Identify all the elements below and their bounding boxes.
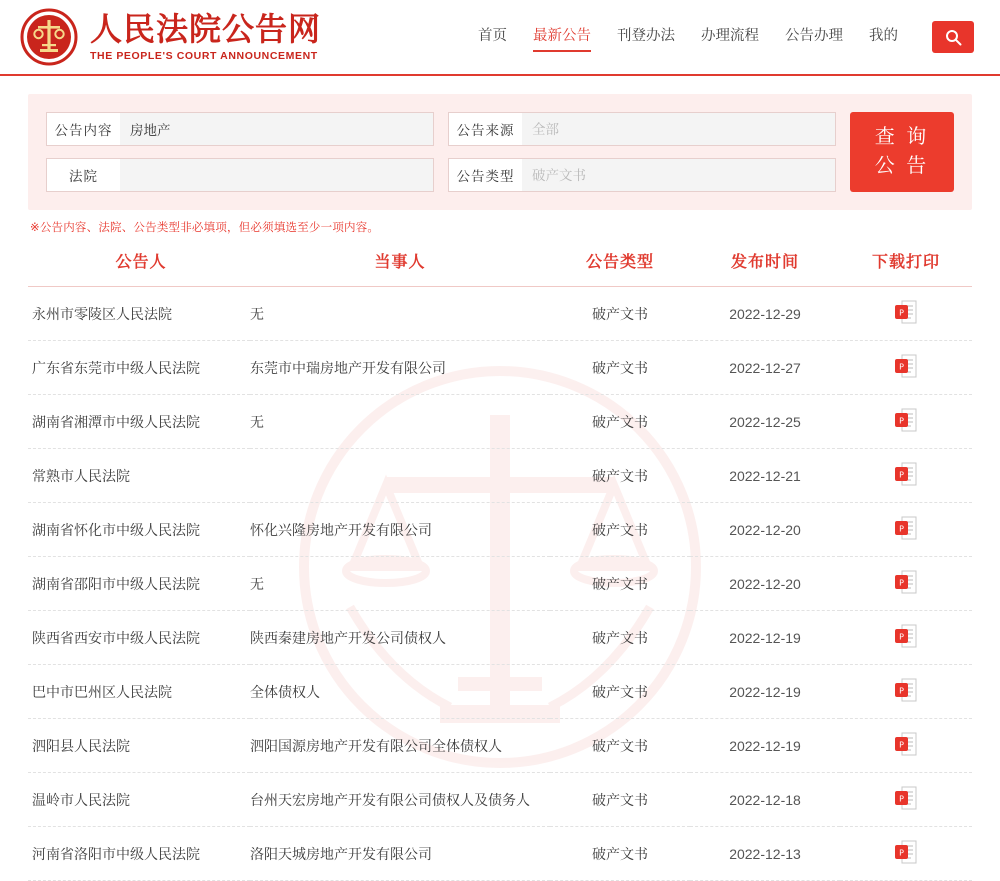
nav-item-latest-announcements[interactable]: 最新公告: [533, 24, 591, 51]
cell-download: [840, 773, 972, 827]
cell-type: 破产文书: [550, 449, 690, 503]
cell-date: 2022-12-21: [690, 449, 840, 503]
search-hint-text: ※公告内容、法院、公告类型非必填项，但必须填选至少一项内容。: [30, 222, 380, 234]
pdf-file-icon[interactable]: [895, 840, 917, 864]
table-row[interactable]: [28, 827, 972, 881]
svg-text:P: P: [899, 848, 904, 858]
pdf-file-icon[interactable]: [895, 732, 917, 756]
cell-announcer: 温岭市人民法院: [28, 773, 250, 827]
nav-item-process[interactable]: 办理流程: [701, 27, 759, 44]
cell-party: 无: [250, 557, 550, 611]
cell-download: [840, 827, 972, 881]
cell-date: 2022-12-13: [690, 827, 840, 881]
cell-announcer: 湖南省邵阳市中级人民法院: [28, 557, 250, 611]
column-header-type: 公告类型: [550, 237, 690, 287]
svg-text:P: P: [899, 524, 904, 534]
pdf-file-icon[interactable]: [895, 678, 917, 702]
cell-download: [840, 611, 972, 665]
pdf-file-icon[interactable]: [895, 462, 917, 486]
svg-text:P: P: [899, 362, 904, 372]
label-announcement-type: 公告类型: [448, 158, 522, 192]
cell-type: 破产文书: [550, 719, 690, 773]
svg-text:P: P: [899, 470, 904, 480]
cell-party: 无: [250, 287, 550, 341]
input-announcement-source[interactable]: [522, 112, 836, 146]
svg-text:P: P: [899, 632, 904, 642]
cell-download: [840, 557, 972, 611]
cell-type: 破产文书: [550, 665, 690, 719]
cell-announcer: 湖南省怀化市中级人民法院: [28, 503, 250, 557]
label-announcement-content: 公告内容: [46, 112, 120, 146]
input-announcement-type[interactable]: [522, 158, 836, 192]
column-header-announcer: 公告人: [28, 237, 250, 287]
cell-party: 泗阳国源房地产开发有限公司全体债权人: [250, 719, 550, 773]
field-court: [46, 158, 434, 192]
cell-download: [840, 395, 972, 449]
search-icon[interactable]: [932, 21, 974, 53]
label-court: 法院: [46, 158, 120, 192]
cell-date: 2022-12-19: [690, 611, 840, 665]
cell-type: 破产文书: [550, 773, 690, 827]
cell-download: [840, 665, 972, 719]
label-announcement-source: 公告来源: [448, 112, 522, 146]
cell-type: 破产文书: [550, 287, 690, 341]
input-court[interactable]: [120, 158, 434, 192]
announcements-table: [28, 237, 972, 881]
pdf-file-icon[interactable]: [895, 516, 917, 540]
cell-download: [840, 287, 972, 341]
pdf-file-icon[interactable]: [895, 354, 917, 378]
query-announcement-button[interactable]: [850, 112, 954, 192]
cell-announcer: 陕西省西安市中级人民法院: [28, 611, 250, 665]
input-announcement-content[interactable]: [120, 112, 434, 146]
cell-type: 破产文书: [550, 827, 690, 881]
cell-announcer: 永州市零陵区人民法院: [28, 287, 250, 341]
cell-announcer: 广东省东莞市中级人民法院: [28, 341, 250, 395]
table-row[interactable]: [28, 557, 972, 611]
cell-download: [840, 449, 972, 503]
table-row[interactable]: [28, 611, 972, 665]
cell-type: 破产文书: [550, 341, 690, 395]
field-announcement-content: [46, 112, 434, 146]
brand-text: [90, 9, 322, 62]
field-announcement-source: [448, 112, 836, 146]
cell-party: 无: [250, 395, 550, 449]
cell-date: 2022-12-20: [690, 503, 840, 557]
table-row[interactable]: [28, 503, 972, 557]
column-header-date: 发布时间: [690, 237, 840, 287]
table-row[interactable]: [28, 449, 972, 503]
cell-party: 台州天宏房地产开发有限公司债权人及债务人: [250, 773, 550, 827]
search-panel: [28, 94, 972, 210]
svg-text:P: P: [899, 308, 904, 318]
column-header-party: 当事人: [250, 237, 550, 287]
cell-party: 洛阳天城房地产开发有限公司: [250, 827, 550, 881]
column-header-download: 下载打印: [840, 237, 972, 287]
pdf-file-icon[interactable]: [895, 786, 917, 810]
cell-party: 怀化兴隆房地产开发有限公司: [250, 503, 550, 557]
svg-text:P: P: [899, 794, 904, 804]
table-row[interactable]: [28, 773, 972, 827]
table-body: [28, 287, 972, 881]
table-row[interactable]: [28, 719, 972, 773]
cell-date: 2022-12-19: [690, 719, 840, 773]
pdf-file-icon[interactable]: [895, 300, 917, 324]
court-emblem-icon: [20, 8, 78, 66]
cell-date: 2022-12-29: [690, 287, 840, 341]
cell-party: 全体债权人: [250, 665, 550, 719]
svg-text:P: P: [899, 686, 904, 696]
search-fields: [46, 112, 836, 192]
cell-date: 2022-12-25: [690, 395, 840, 449]
nav-item-publishing-method[interactable]: 刊登办法: [617, 27, 675, 44]
svg-text:P: P: [899, 740, 904, 750]
pdf-file-icon[interactable]: [895, 570, 917, 594]
site-header: [0, 0, 1000, 76]
cell-type: 破产文书: [550, 395, 690, 449]
cell-download: [840, 341, 972, 395]
brand-title: 人民法院公告网: [90, 9, 322, 48]
cell-type: 破产文书: [550, 503, 690, 557]
table-header: [28, 237, 972, 287]
cell-date: 2022-12-20: [690, 557, 840, 611]
cell-download: [840, 719, 972, 773]
cell-download: [840, 503, 972, 557]
brand-logo[interactable]: [20, 8, 321, 66]
nav-item-mine[interactable]: 我的: [869, 27, 898, 44]
cell-announcer: 河南省洛阳市中级人民法院: [28, 827, 250, 881]
cell-party: [250, 449, 550, 503]
table-row[interactable]: [28, 665, 972, 719]
cell-party: 东莞市中瑞房地产开发有限公司: [250, 341, 550, 395]
pdf-file-icon[interactable]: [895, 408, 917, 432]
cell-party: 陕西秦建房地产开发公司债权人: [250, 611, 550, 665]
svg-text:P: P: [899, 416, 904, 426]
field-announcement-type: [448, 158, 836, 192]
cell-type: 破产文书: [550, 557, 690, 611]
brand-subtitle: THE PEOPLE'S COURT ANNOUNCEMENT: [90, 49, 318, 62]
cell-announcer: 巴中市巴州区人民法院: [28, 665, 250, 719]
search-panel-wrapper: [0, 76, 1000, 235]
table-row[interactable]: [28, 287, 972, 341]
nav-item-home[interactable]: 首页: [478, 27, 507, 44]
table-row[interactable]: [28, 341, 972, 395]
query-button-line1: 查 询: [874, 126, 930, 148]
cell-date: 2022-12-19: [690, 665, 840, 719]
cell-type: 破产文书: [550, 611, 690, 665]
nav-item-announcement-handling[interactable]: 公告办理: [785, 27, 843, 44]
cell-announcer: 泗阳县人民法院: [28, 719, 250, 773]
results-table-wrapper: [0, 237, 1000, 881]
cell-date: 2022-12-18: [690, 773, 840, 827]
table-row[interactable]: [28, 395, 972, 449]
table-header-row: [28, 237, 972, 287]
svg-text:P: P: [899, 578, 904, 588]
cell-announcer: 常熟市人民法院: [28, 449, 250, 503]
query-button-line2: 公 告: [874, 155, 930, 177]
cell-date: 2022-12-27: [690, 341, 840, 395]
cell-announcer: 湖南省湘潭市中级人民法院: [28, 395, 250, 449]
pdf-file-icon[interactable]: [895, 624, 917, 648]
main-nav: [478, 21, 980, 53]
